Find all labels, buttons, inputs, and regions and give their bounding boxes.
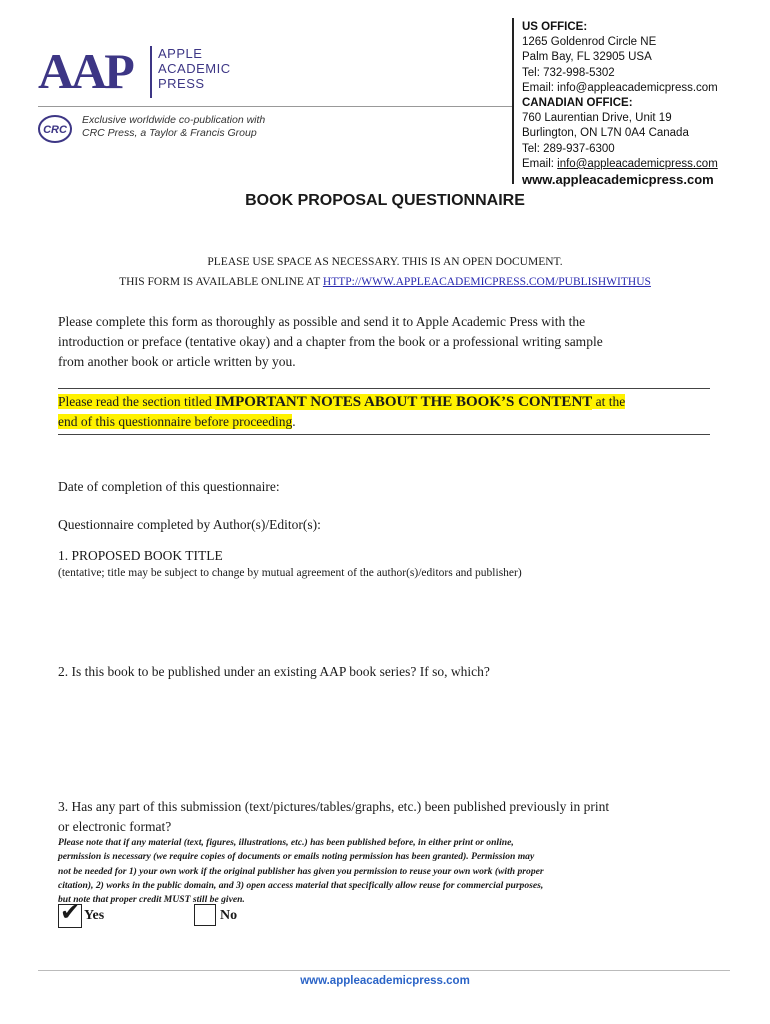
online-form-link[interactable]: HTTP://WWW.APPLEACADEMICPRESS.COM/PUBLISHWITHUS [322,276,651,288]
q1-hint: (tentative; title may be subject to change by mutual agreement of the author(s)/editors and publisher) [58,567,522,579]
intro-line-2: introduction or preface (tentative okay) and a chapter from the book or a professional writing sample [58,334,603,349]
document-title: BOOK PROPOSAL QUESTIONNAIRE [245,192,525,209]
logo-divider [150,46,152,98]
no-label: No [220,908,238,923]
crc-line-2: CRC Press, a Taylor & Francis Group [82,127,257,139]
crc-copublication-text [82,114,265,140]
q3-permission-note [58,836,544,907]
important-prefix: Please read the section titled [58,394,216,409]
office-divider [512,18,514,184]
publisher-logo [38,44,268,102]
footer-website[interactable]: www.appleacademicpress.com [300,975,470,987]
q3-line-2: or electronic format? [58,819,172,834]
logo-word-1: APPLE [158,46,203,61]
canadian-office-email-label: Email: [522,157,558,170]
footer-divider [38,970,730,971]
open-document-note: PLEASE USE SPACE AS NECESSARY. THIS IS AN OPEN DOCUMENT. [207,256,563,268]
q3-question [58,797,609,837]
no-checkbox[interactable] [194,904,216,926]
important-bottom-rule [58,434,710,435]
us-office-address-1: 1265 Goldenrod Circle NE [522,36,657,49]
canadian-office-email-row [522,157,718,172]
canadian-office-email-link[interactable]: info@appleacademicpress.com [557,157,718,170]
important-suffix: at the [592,394,626,409]
online-form-prefix: THIS FORM IS AVAILABLE ONLINE AT [119,276,323,288]
yes-label: Yes [84,908,105,923]
important-bold: IMPORTANT NOTES ABOUT THE BOOK’S CONTENT [215,394,593,410]
important-line-2 [58,412,625,432]
logo-word-2: ACADEMIC [158,61,231,76]
important-line-1 [58,392,625,412]
us-office-address-2: Palm Bay, FL 32905 USA [522,51,652,64]
logo-mark: AAP [38,43,132,99]
canadian-office-heading: CANADIAN OFFICE: [522,97,633,110]
intro-paragraph [58,312,603,372]
completed-by-label: Questionnaire completed by Author(s)/Editor(s): [58,517,321,532]
crc-logo-text: CRC [43,124,67,136]
yes-checkbox[interactable] [58,900,82,928]
header-divider [38,106,512,107]
logo-word-3: PRESS [158,76,205,91]
canadian-office-tel: Tel: 289-937-6300 [522,142,615,155]
important-notice [58,392,625,432]
us-office-heading: US OFFICE: [522,21,588,33]
important-top-rule [58,388,710,389]
canadian-office-address-2: Burlington, ON L7N 0A4 Canada [522,127,689,140]
q2-text: 2. Is this book to be published under an existing AAP book series? If so, which? [58,664,490,679]
important-line-2-text: end of this questionnaire before proceeding [58,414,293,429]
date-label: Date of completion of this questionnaire: [58,479,280,494]
logo-wordmark [158,46,231,91]
crc-line-1: Exclusive worldwide co-publication with [82,114,266,126]
intro-line-3: from another book or article written by you. [58,354,296,369]
important-line-2-end: . [292,414,296,429]
q3-note-3: not be needed for 1) your own work if the original publisher has given you permission to reuse your own work (with proper [58,865,544,877]
q3-note-4: citation), 2) works in the public domain, and 3) open access material that specifically allow reuse for commercial purposes, [58,879,544,891]
q3-note-5: but note that proper credit MUST still be given. [58,894,245,906]
us-office-tel: Tel: 732-998-5302 [522,66,615,79]
office-contacts [522,20,718,187]
us-office-email[interactable]: Email: info@appleacademicpress.com [522,81,718,94]
q3-note-2: permission is necessary (we require copies of documents or emails noting permission has been granted). Permission may [58,851,535,863]
crc-logo-icon [38,114,74,144]
q3-line-1: 3. Has any part of this submission (text/pictures/tables/graphs, etc.) been published previously in print [58,799,610,814]
yes-check-icon: ✔ [60,900,81,926]
q3-note-1: Please note that if any material (text, figures, illustrations, etc.) has been published before, in either print or online, [58,837,514,848]
header-website[interactable]: www.appleacademicpress.com [522,172,714,188]
q1-title: 1. PROPOSED BOOK TITLE [58,548,223,563]
online-form-note [0,276,770,288]
intro-line-1: Please complete this form as thoroughly as possible and send it to Apple Academic Press with the [58,314,586,329]
canadian-office-address-1: 760 Laurentian Drive, Unit 19 [522,112,672,125]
